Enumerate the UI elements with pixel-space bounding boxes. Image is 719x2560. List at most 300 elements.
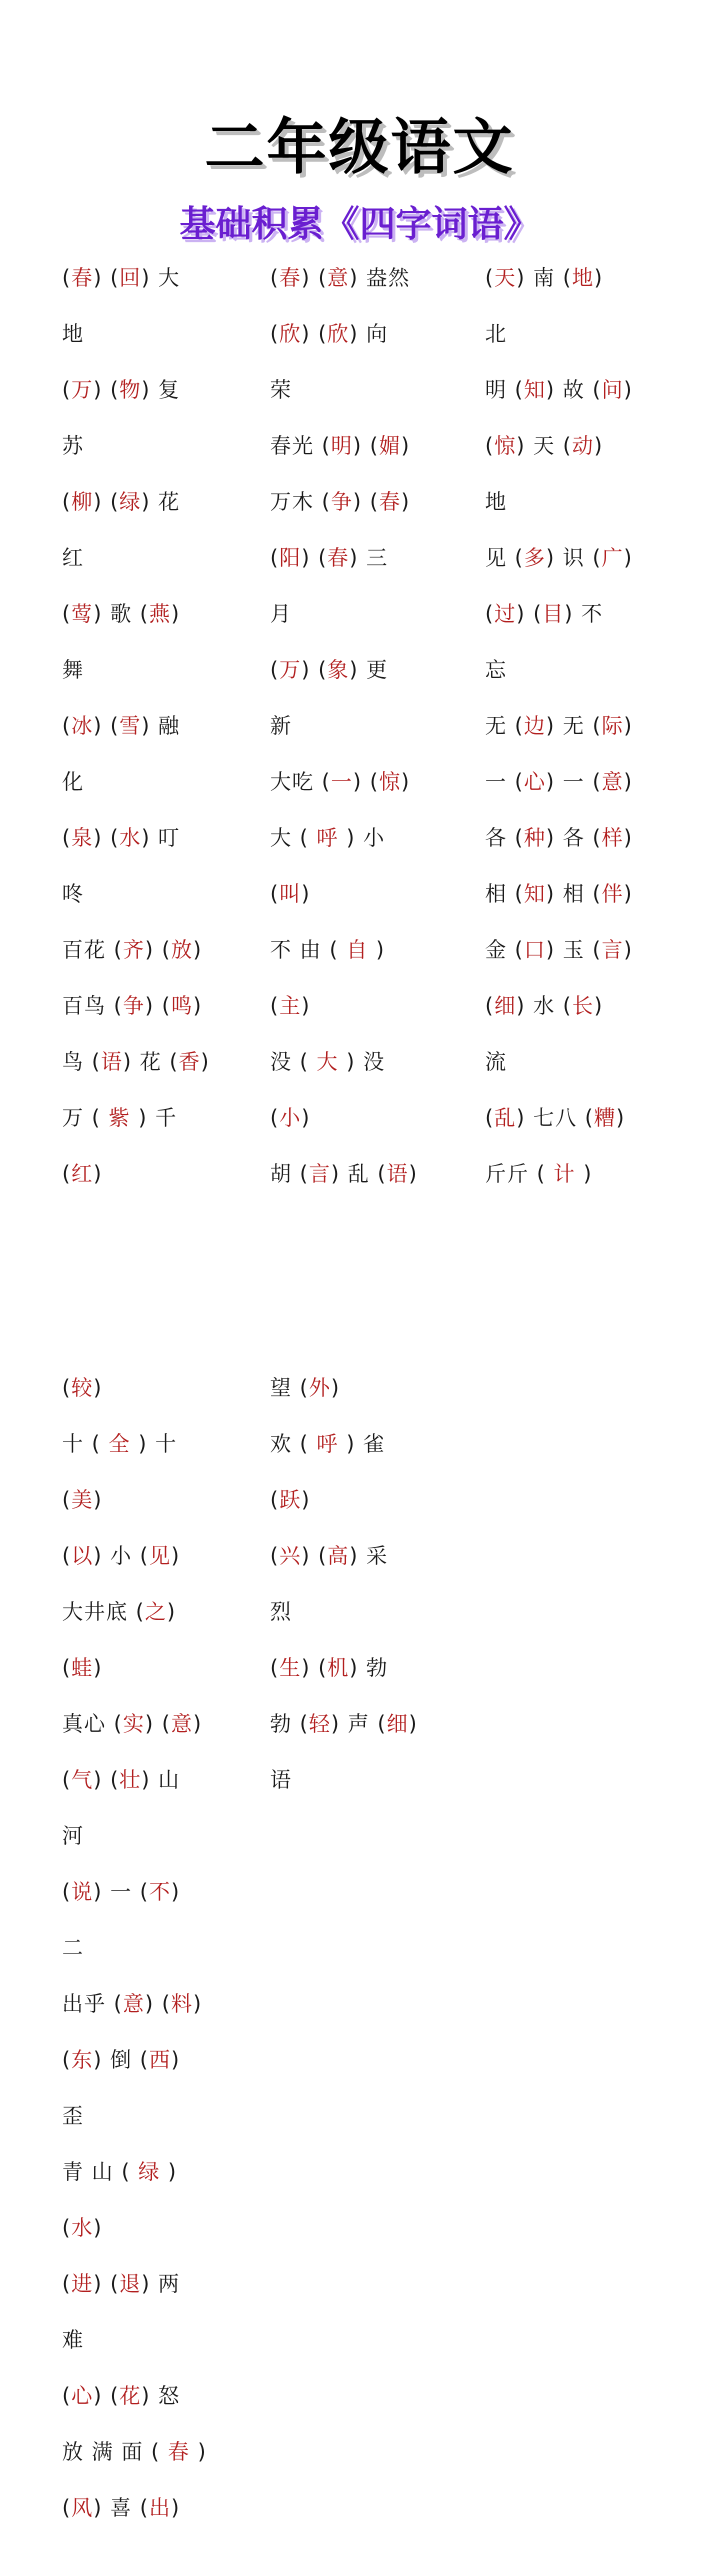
idiom-text: ) ( <box>93 826 120 850</box>
answer-char: 以 <box>71 1544 94 1568</box>
idiom-text: ( <box>62 2272 72 2296</box>
idiom-text: ) <box>93 2216 103 2240</box>
idiom-text: ) ( <box>93 490 120 514</box>
answer-char: 知 <box>523 882 546 906</box>
idiom-text: 烈 <box>270 1600 292 1624</box>
idiom-text: ( <box>62 490 72 514</box>
idiom-line <box>270 1472 470 1528</box>
idiom-text: ) <box>170 602 181 626</box>
answer-char: 绿 <box>138 2160 161 2184</box>
idiom-line <box>62 866 262 922</box>
answer-char: 生 <box>279 1656 302 1680</box>
idiom-text: ) 各 ( <box>545 826 602 850</box>
idiom-line <box>485 978 685 1034</box>
idiom-text: ) <box>408 1712 418 1736</box>
answer-char: 出 <box>148 2496 171 2520</box>
answer-char: 说 <box>71 1880 94 1904</box>
answer-char: 回 <box>119 266 142 290</box>
idiom-text: ) ( <box>144 938 171 962</box>
idiom-text: ) ( <box>144 1992 171 2016</box>
page-title: 二年级语文 <box>204 113 515 183</box>
idiom-line <box>62 1640 262 1696</box>
idiom-text: ) ( <box>516 602 543 626</box>
idiom-line <box>270 1528 470 1584</box>
idiom-text: ) <box>170 1880 181 1904</box>
idiom-text: 河 <box>62 1824 84 1848</box>
idiom-line <box>270 1752 470 1808</box>
answer-char: 春 <box>378 490 401 514</box>
idiom-text: ( <box>270 1544 280 1568</box>
answer-char: 主 <box>279 994 302 1018</box>
idiom-text: ) <box>623 882 633 906</box>
idiom-line <box>62 2312 262 2368</box>
answer-char: 糟 <box>593 1106 616 1130</box>
idiom-text: ) 采 <box>349 1544 389 1568</box>
answer-char: 语 <box>386 1162 409 1186</box>
idiom-text: 百花 ( <box>62 938 123 962</box>
idiom-text: ) 故 ( <box>545 378 602 402</box>
idiom-text: 大吃 ( <box>270 770 331 794</box>
idiom-line <box>270 754 470 810</box>
idiom-line <box>485 530 685 586</box>
idiom-line <box>62 1360 262 1416</box>
answer-char: 春 <box>327 546 350 570</box>
idiom-line <box>485 866 685 922</box>
idiom-text: ( <box>62 266 72 290</box>
answer-char: 媚 <box>378 434 401 458</box>
idiom-text: ) 两 <box>141 2272 181 2296</box>
idiom-text: ) <box>93 1376 103 1400</box>
idiom-text: ) 七八 ( <box>516 1106 594 1130</box>
bottom-column-1 <box>62 1360 262 2536</box>
idiom-text: ) ( <box>301 1656 328 1680</box>
idiom-text: ) <box>93 1162 103 1186</box>
idiom-text: ( <box>485 994 495 1018</box>
section-subtitle: 基础积累《四字词语》 <box>179 204 540 245</box>
idiom-line <box>270 1584 470 1640</box>
idiom-line <box>62 1920 262 1976</box>
idiom-line <box>62 586 262 642</box>
idiom-line <box>62 1146 262 1202</box>
idiom-text: ) ( <box>352 434 379 458</box>
answer-char: 风 <box>71 2496 94 2520</box>
idiom-text: ) 天 ( <box>516 434 572 458</box>
idiom-text: 大井底 ( <box>62 1600 145 1624</box>
idiom-text: 相 ( <box>485 882 524 906</box>
answer-char: 进 <box>71 2272 94 2296</box>
idiom-line <box>485 418 685 474</box>
idiom-text: ) <box>623 714 633 738</box>
idiom-text: ) ( <box>301 322 328 346</box>
idiom-line <box>62 2200 262 2256</box>
answer-char: 泉 <box>71 826 94 850</box>
idiom-text: ) <box>192 994 203 1018</box>
idiom-text: ) 三 <box>349 546 389 570</box>
idiom-text: ( <box>270 266 280 290</box>
idiom-text: ( <box>485 266 495 290</box>
idiom-text: ) 乱 ( <box>330 1162 387 1186</box>
answer-char: 退 <box>119 2272 142 2296</box>
idiom-text: ) <box>170 2048 181 2072</box>
idiom-text: ( <box>62 826 72 850</box>
idiom-line <box>270 810 470 866</box>
idiom-text: ) <box>93 1488 103 1512</box>
answer-char: 长 <box>571 994 594 1018</box>
idiom-line <box>62 306 262 362</box>
answer-char: 意 <box>122 1992 145 2016</box>
answer-char: 实 <box>122 1712 145 1736</box>
idiom-text: ( <box>62 1880 72 1904</box>
answer-char: 物 <box>119 378 142 402</box>
idiom-line <box>62 1090 262 1146</box>
idiom-text: ) 盎然 <box>349 266 411 290</box>
answer-char: 过 <box>494 602 517 626</box>
idiom-text: ) 一 ( <box>93 1880 149 1904</box>
idiom-text: ) <box>623 938 633 962</box>
idiom-text: ( <box>62 714 72 738</box>
idiom-line <box>270 1416 470 1472</box>
idiom-text: ) 相 ( <box>545 882 602 906</box>
idiom-line <box>485 754 685 810</box>
answer-char: 多 <box>523 546 546 570</box>
answer-char: 放 <box>170 938 193 962</box>
idiom-text: ) <box>170 2496 181 2520</box>
idiom-line <box>62 1528 262 1584</box>
idiom-text: ) <box>623 378 633 402</box>
answer-char: 明 <box>330 434 353 458</box>
answer-char: 春 <box>279 266 302 290</box>
idiom-text: ) 水 ( <box>516 994 572 1018</box>
answer-char: 春 <box>71 266 94 290</box>
idiom-line <box>62 978 262 1034</box>
idiom-text: ) 歌 ( <box>93 602 149 626</box>
idiom-text: ) <box>301 1106 311 1130</box>
idiom-line <box>270 1696 470 1752</box>
idiom-line <box>270 530 470 586</box>
answer-char: 美 <box>71 1488 94 1512</box>
idiom-line <box>62 362 262 418</box>
answer-char: 广 <box>601 546 624 570</box>
idiom-text: 欢 ( <box>270 1432 317 1456</box>
answer-char: 问 <box>601 378 624 402</box>
idiom-text: ) 小 <box>338 826 386 850</box>
idiom-text: 北 <box>485 322 507 346</box>
answer-char: 叫 <box>279 882 302 906</box>
idiom-line <box>270 866 470 922</box>
idiom-text: 万木 ( <box>270 490 331 514</box>
answer-char: 心 <box>523 770 546 794</box>
answer-char: 惊 <box>494 434 517 458</box>
top-column-3 <box>485 250 685 1202</box>
idiom-line <box>62 474 262 530</box>
idiom-text: 放 满 面 ( <box>62 2440 168 2464</box>
idiom-line <box>270 1034 470 1090</box>
idiom-line <box>270 1090 470 1146</box>
idiom-text: ) <box>400 490 411 514</box>
answer-char: 边 <box>523 714 546 738</box>
idiom-text: ) ( <box>301 546 328 570</box>
idiom-text: ( <box>62 602 72 626</box>
idiom-line <box>62 250 262 306</box>
idiom-text: ) 不 <box>564 602 604 626</box>
idiom-text: ) 怒 <box>141 2384 181 2408</box>
idiom-text: ( <box>270 994 280 1018</box>
idiom-text: ) ( <box>352 490 379 514</box>
idiom-line <box>485 362 685 418</box>
idiom-text: ) 一 ( <box>545 770 602 794</box>
idiom-text: ) <box>615 1106 626 1130</box>
idiom-text: ) ( <box>144 1712 171 1736</box>
idiom-line <box>270 250 470 306</box>
idiom-text: ) 花 <box>141 490 181 514</box>
idiom-text: 见 ( <box>485 546 524 570</box>
idiom-text: ) <box>93 1656 103 1680</box>
answer-char: 气 <box>71 1768 94 1792</box>
idiom-text: 忘 <box>485 658 507 682</box>
idiom-text: ( <box>270 1656 280 1680</box>
idiom-line <box>485 922 685 978</box>
answer-char: 之 <box>144 1600 167 1624</box>
idiom-line <box>270 978 470 1034</box>
answer-char: 细 <box>494 994 517 1018</box>
idiom-text: ( <box>62 2496 72 2520</box>
idiom-text: ) 没 <box>338 1050 386 1074</box>
idiom-text: ) ( <box>352 770 379 794</box>
idiom-text: ) 勃 <box>349 1656 389 1680</box>
answer-char: 争 <box>122 994 145 1018</box>
answer-char: 柳 <box>71 490 94 514</box>
idiom-text: ) ( <box>144 994 171 1018</box>
idiom-line <box>485 306 685 362</box>
top-column-1 <box>62 250 262 1202</box>
idiom-line <box>62 418 262 474</box>
answer-char: 目 <box>542 602 565 626</box>
idiom-line <box>485 1146 685 1202</box>
idiom-text: ) <box>623 826 633 850</box>
idiom-text: ) 倒 ( <box>93 2048 149 2072</box>
answer-char: 种 <box>523 826 546 850</box>
idiom-text: ) <box>189 2440 207 2464</box>
idiom-text: ) <box>330 1376 341 1400</box>
answer-char: 自 <box>346 938 369 962</box>
answer-char: 花 <box>119 2384 142 2408</box>
idiom-text: ) 喜 ( <box>93 2496 149 2520</box>
idiom-text: ( <box>270 546 280 570</box>
answer-char: 红 <box>71 1162 94 1186</box>
idiom-line <box>62 1034 262 1090</box>
answer-char: 轻 <box>308 1712 331 1736</box>
answer-char: 跃 <box>279 1488 302 1512</box>
answer-char: 计 <box>553 1162 576 1186</box>
idiom-text: ) <box>408 1162 418 1186</box>
idiom-text: 明 ( <box>485 378 524 402</box>
answer-char: 西 <box>148 2048 171 2072</box>
answer-char: 万 <box>279 658 302 682</box>
idiom-text: 流 <box>485 1050 507 1074</box>
idiom-text: 地 <box>62 322 84 346</box>
idiom-text: 歪 <box>62 2104 84 2128</box>
idiom-text: ) 大 <box>141 266 181 290</box>
answer-char: 绿 <box>119 490 142 514</box>
idiom-line <box>62 1976 262 2032</box>
idiom-line <box>270 642 470 698</box>
answer-char: 阳 <box>279 546 302 570</box>
idiom-text: ( <box>62 1376 72 1400</box>
idiom-text: ) ( <box>93 2272 120 2296</box>
idiom-text: ( <box>485 602 495 626</box>
idiom-line <box>62 1584 262 1640</box>
idiom-text: ) 玉 ( <box>545 938 602 962</box>
idiom-text: ) ( <box>301 1544 328 1568</box>
answer-char: 东 <box>71 2048 94 2072</box>
answer-char: 齐 <box>122 938 145 962</box>
idiom-text: ) <box>623 546 633 570</box>
idiom-text: 荣 <box>270 378 292 402</box>
idiom-line <box>62 1808 262 1864</box>
answer-char: 蛙 <box>71 1656 94 1680</box>
idiom-text: ( <box>62 1656 72 1680</box>
answer-char: 伴 <box>601 882 624 906</box>
idiom-text: ) ( <box>301 658 328 682</box>
idiom-line <box>62 2144 262 2200</box>
idiom-text: 语 <box>270 1768 292 1792</box>
idiom-text: 没 ( <box>270 1050 317 1074</box>
idiom-line <box>270 418 470 474</box>
answer-char: 外 <box>308 1376 331 1400</box>
answer-char: 欣 <box>327 322 350 346</box>
idiom-text: ) 无 ( <box>545 714 602 738</box>
idiom-text: ) <box>192 938 203 962</box>
idiom-text: 苏 <box>62 434 84 458</box>
idiom-text: ) 复 <box>141 378 181 402</box>
idiom-line <box>62 2088 262 2144</box>
idiom-text: 望 ( <box>270 1376 309 1400</box>
answer-char: 象 <box>327 658 350 682</box>
idiom-text: 新 <box>270 714 292 738</box>
answer-char: 一 <box>330 770 353 794</box>
idiom-text: ) 识 ( <box>545 546 602 570</box>
idiom-text: ) <box>192 1712 203 1736</box>
idiom-text: ( <box>62 1768 72 1792</box>
idiom-text: ( <box>270 322 280 346</box>
idiom-text: ) ( <box>93 1768 120 1792</box>
top-column-2 <box>270 250 470 1202</box>
answer-char: 香 <box>178 1050 201 1074</box>
answer-char: 惊 <box>378 770 401 794</box>
idiom-text: ) 花 ( <box>122 1050 179 1074</box>
idiom-line <box>485 1090 685 1146</box>
answer-char: 水 <box>71 2216 94 2240</box>
idiom-text: 地 <box>485 490 507 514</box>
idiom-text: ) 千 <box>130 1106 178 1130</box>
idiom-line <box>62 1472 262 1528</box>
answer-char: 水 <box>119 826 142 850</box>
idiom-line <box>270 586 470 642</box>
idiom-text: 万 ( <box>62 1106 109 1130</box>
idiom-text: 二 <box>62 1936 84 1960</box>
idiom-line <box>485 1034 685 1090</box>
idiom-text: 春光 ( <box>270 434 331 458</box>
answer-char: 不 <box>148 1880 171 1904</box>
idiom-text: ) <box>400 434 411 458</box>
answer-char: 天 <box>494 266 517 290</box>
idiom-line <box>270 1640 470 1696</box>
idiom-text: 难 <box>62 2328 84 2352</box>
answer-char: 知 <box>523 378 546 402</box>
idiom-text: ) ( <box>93 378 120 402</box>
idiom-text: ( <box>270 882 280 906</box>
idiom-text: ( <box>485 434 495 458</box>
idiom-text: 十 ( <box>62 1432 109 1456</box>
answer-char: 言 <box>601 938 624 962</box>
idiom-text: ) <box>368 938 386 962</box>
answer-char: 春 <box>167 2440 190 2464</box>
idiom-line <box>485 586 685 642</box>
idiom-text: ) ( <box>301 266 328 290</box>
idiom-text: ) <box>192 1992 203 2016</box>
idiom-text: ) 更 <box>349 658 389 682</box>
idiom-line <box>62 2032 262 2088</box>
idiom-text: ) <box>575 1162 593 1186</box>
answer-char: 雪 <box>119 714 142 738</box>
idiom-line <box>485 250 685 306</box>
idiom-text: ( <box>62 1162 72 1186</box>
idiom-text: 咚 <box>62 882 84 906</box>
idiom-line <box>62 810 262 866</box>
idiom-line <box>270 1146 470 1202</box>
answer-char: 呼 <box>316 826 339 850</box>
idiom-text: ) 雀 <box>338 1432 386 1456</box>
answer-char: 燕 <box>148 602 171 626</box>
answer-char: 莺 <box>71 602 94 626</box>
answer-char: 地 <box>571 266 594 290</box>
idiom-line <box>62 2424 262 2480</box>
answer-char: 鸣 <box>170 994 193 1018</box>
idiom-line <box>62 1864 262 1920</box>
idiom-text: 金 ( <box>485 938 524 962</box>
idiom-line <box>62 1696 262 1752</box>
idiom-line <box>270 1360 470 1416</box>
answer-char: 万 <box>71 378 94 402</box>
idiom-line <box>62 1416 262 1472</box>
idiom-text: ) <box>593 266 604 290</box>
answer-char: 意 <box>327 266 350 290</box>
idiom-text: ) 声 ( <box>330 1712 387 1736</box>
idiom-text: ) <box>160 2160 178 2184</box>
idiom-line <box>485 642 685 698</box>
answer-char: 细 <box>386 1712 409 1736</box>
idiom-text: ) <box>623 770 633 794</box>
idiom-text: ) <box>170 1544 181 1568</box>
answer-char: 小 <box>279 1106 302 1130</box>
idiom-text: ) 山 <box>141 1768 181 1792</box>
answer-char: 全 <box>108 1432 131 1456</box>
idiom-text: ) <box>200 1050 210 1074</box>
answer-char: 料 <box>170 1992 193 2016</box>
answer-char: 意 <box>601 770 624 794</box>
answer-char: 高 <box>327 1544 350 1568</box>
idiom-text: 大 ( <box>270 826 317 850</box>
idiom-text: 舞 <box>62 658 84 682</box>
idiom-text: ) <box>593 434 604 458</box>
idiom-text: 青 山 ( <box>62 2160 139 2184</box>
answer-char: 机 <box>327 1656 350 1680</box>
idiom-text: 胡 ( <box>270 1162 309 1186</box>
idiom-line <box>270 306 470 362</box>
idiom-text: ) ( <box>93 2384 120 2408</box>
idiom-text: ( <box>62 1544 72 1568</box>
idiom-text: 红 <box>62 546 84 570</box>
